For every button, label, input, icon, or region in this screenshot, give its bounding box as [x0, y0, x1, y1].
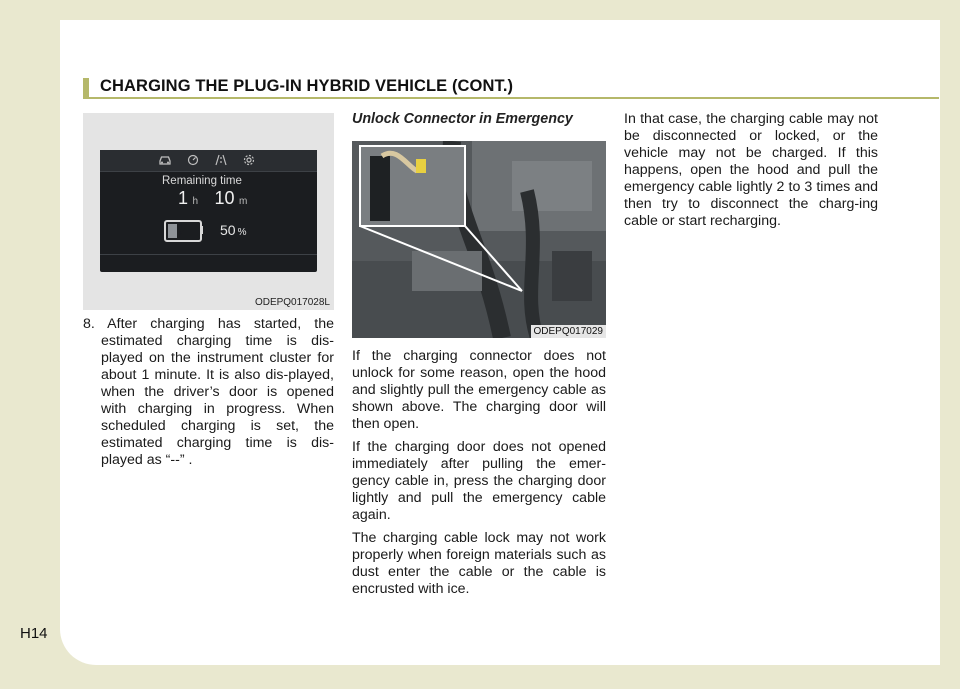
column-1	[83, 316, 334, 469]
engine-bay-illustration	[352, 141, 606, 338]
battery-terminal	[200, 226, 203, 234]
car-icon	[158, 154, 172, 166]
remaining-time-value	[178, 188, 259, 209]
gauge-icon	[186, 154, 200, 166]
figure-instrument-cluster	[83, 113, 334, 310]
page-title: CHARGING THE PLUG-IN HYBRID VEHICLE (CONT.)	[100, 77, 514, 95]
battery-percent-value: 50	[220, 222, 236, 238]
figure-code: ODEPQ017029	[531, 325, 607, 338]
page-number: H14	[20, 625, 48, 642]
cluster-top-bar	[100, 150, 317, 172]
figure-engine-bay	[352, 141, 606, 338]
paragraph-in-that-case: In that case, the charging cable may not be disconnected or locked, or the vehicle may not be charged. If this happens, open the hood and pull the emergency cable lightly 2 to 3 times and then try to disconnect the charg-ing cable or start recharging.	[624, 111, 878, 229]
percent-sign: %	[237, 227, 247, 238]
figure-code: ODEPQ017028L	[254, 297, 330, 308]
battery-percent	[220, 222, 246, 238]
minutes-value: 10	[214, 188, 235, 208]
hours-value: 1	[178, 188, 189, 208]
settings-gear-icon	[242, 154, 256, 166]
paragraph-door-not-opened: If the charging door does not opened immediately after pulling the emer-gency cable in, press the charging door lightly and pull the emergency cable again.	[352, 439, 606, 523]
lightning-bolt-icon	[174, 222, 188, 238]
instrument-cluster-display	[100, 150, 317, 272]
paragraph-connector-unlock: If the charging connector does not unlock for some reason, open the hood and slightly pull the emergency cable as shown above. The charging door will then open.	[352, 348, 606, 432]
minutes-unit: m	[238, 196, 248, 207]
header-rule	[83, 97, 939, 99]
section-heading: Unlock Connector in Emergency	[352, 111, 573, 127]
remaining-time-label: Remaining time	[162, 175, 242, 187]
column-3	[624, 111, 878, 230]
cluster-bottom-line	[100, 254, 317, 255]
step-8-paragraph: 8. After charging has started, the estimated charging time is dis-played on the instrument cluster for about 1 minute. It is also dis-played, when the driver’s door is opened with charging in progress. When scheduled charging is set, the estimated charging time is dis-played as “--” .	[83, 316, 334, 468]
hours-unit: h	[192, 196, 199, 207]
header-accent-bar	[83, 78, 89, 98]
road-icon	[214, 154, 228, 166]
paragraph-cable-lock: The charging cable lock may not work properly when foreign materials such as dust enter the cable or the cable is encrusted with ice.	[352, 530, 606, 597]
column-2	[352, 348, 606, 598]
